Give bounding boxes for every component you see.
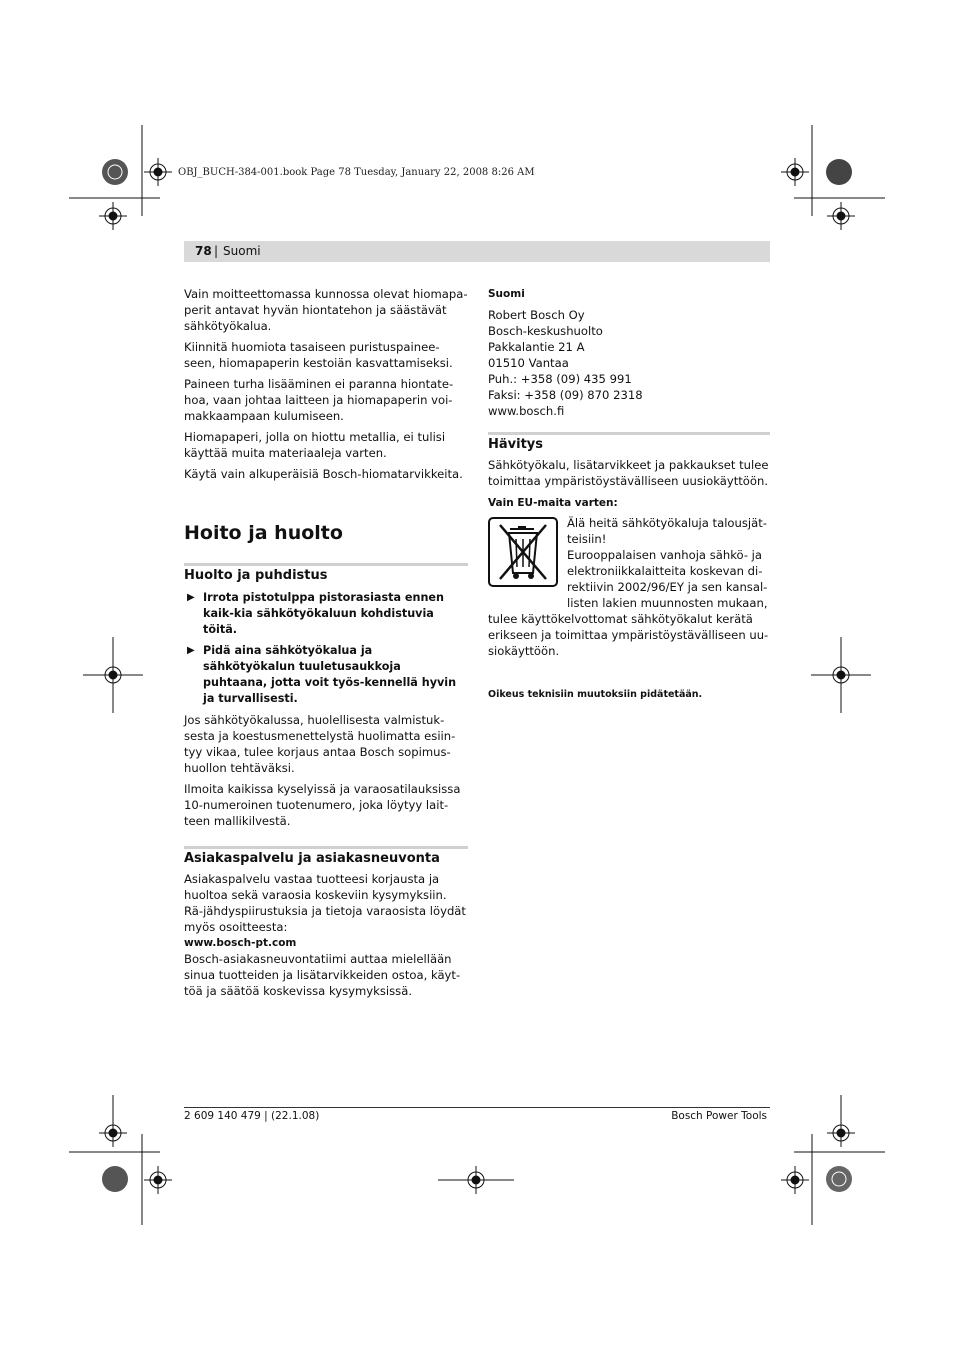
triangle-bullet-icon: ▶ (187, 592, 195, 603)
footer-brand: Bosch Power Tools (671, 1110, 767, 1122)
eu-only-label: Vain EU-maita varten: (488, 497, 618, 509)
address-line: 01510 Vantaa (488, 356, 569, 370)
address-line: Faksi: +358 (09) 870 2318 (488, 388, 643, 402)
subheading-customer-service: Asiakaspalvelu ja asiakasneuvonta (184, 851, 440, 866)
footer-rule (184, 1107, 770, 1108)
weee-continuation: tulee käyttökelvottomat sähkötyökalut kerätä erikseen ja toimittaa ympäristöystävälliseen uu-siokäyttöön. (488, 612, 769, 658)
address-line: Robert Bosch Oy (488, 308, 585, 322)
subheading-maintenance-cleaning: Huolto ja puhdistus (184, 568, 328, 583)
print-slug: OBJ_BUCH-384-001.book Page 78 Tuesday, January 22, 2008 8:26 AM (178, 167, 535, 178)
section-rule (184, 563, 468, 566)
page-number: 78 (195, 244, 212, 258)
header-separator: | (214, 244, 219, 258)
weee-warning: Älä heitä sähkötyökaluja talousjät-teisiin! (567, 516, 767, 546)
right-column (488, 286, 770, 703)
intro-paragraph: Paineen turha lisääminen ei paranna hiontate-hoa, vaan johtaa laitteen ja hiomapaperin voi-makkaampaan kulumiseen. (184, 377, 454, 423)
address-line: Puh.: +358 (09) 435 991 (488, 372, 632, 386)
weee-text (567, 515, 770, 611)
address-line: Bosch-keskushuolto (488, 324, 603, 338)
crossed-bin-icon (488, 517, 558, 587)
subheading-disposal: Hävitys (488, 437, 544, 452)
section-heading-maintenance-service: Hoito ja huolto (184, 522, 343, 544)
disposal-paragraph: Sähkötyökalu, lisätarvikkeet ja pakkaukset tulee toimittaa ympäristöystävälliseen uusiokäyttöön. (488, 458, 769, 488)
section-rule (488, 432, 770, 435)
intro-paragraph: Käytä vain alkuperäisiä Bosch-hiomatarvikkeita. (184, 467, 463, 481)
service-paragraph: Asiakaspalvelu vastaa tuotteesi korjausta ja huoltoa sekä varaosia koskeviin kysymyksiin. Rä-jähdyspiirustuksia ja tietoja varaosista löydät myös osoitteesta: (184, 872, 466, 934)
intro-paragraph: Kiinnitä huomiota tasaiseen puristuspainee-seen, hiomapaperin kestoiän kasvattamiseksi. (184, 340, 453, 370)
address-line: Pakkalantie 21 A (488, 340, 585, 354)
triangle-bullet-icon: ▶ (187, 645, 195, 656)
intro-paragraph: Vain moitteettomassa kunnossa olevat hiomapa-perit antavat hyvän hiontatehon ja säästävät sähkötyökalua. (184, 287, 468, 333)
weee-directive: Eurooppalaisen vanhoja sähkö- ja elektroniikkalaitteita koskevan di-rektiivin 2002/96/EY ja sen kansal-listen lakien muunnosten mukaan, (567, 548, 768, 610)
weee-block (488, 515, 770, 611)
maintenance-paragraph: Jos sähkötyökalussa, huolellisesta valmistuk-sesta ja koestusmenettelystä huolimatta esiin-tyy vikaa, tulee korjaus antaa Bosch sopimus-huollon tehtäväksi. (184, 713, 456, 775)
left-column (184, 286, 468, 999)
maintenance-paragraph: Ilmoita kaikissa kyselyissä ja varaosatilauksissa 10-numeroinen tuotenumero, joka löytyy lait-teen mallikilvestä. (184, 782, 461, 828)
footer-doc-number: 2 609 140 479 | (22.1.08) (184, 1110, 320, 1122)
header-language: Suomi (223, 244, 261, 258)
bullet-item: ▶ Pidä aina sähkötyökalua ja sähkötyökalun tuuletusaukkoja puhtaana, jotta voit työs-kennellä hyvin ja turvallisesti. (187, 644, 457, 705)
section-rule (184, 846, 468, 849)
bullet-item: ▶ Irrota pistotulppa pistorasiasta ennen kaik-kia sähkötyökaluun kohdistuvia töitä. (187, 591, 444, 636)
intro-paragraph: Hiomapaperi, jolla on hiottu metallia, ei tulisi käyttää muita materiaaleja varten. (184, 430, 446, 460)
service-paragraph: Bosch-asiakasneuvontatiimi auttaa mielellään sinua tuotteiden ja lisätarvikkeiden ostoa, käyt-töä ja säätöä koskevissa kysymyksissä. (184, 952, 461, 998)
address-block (488, 307, 770, 419)
rights-reserved-note: Oikeus teknisiin muutoksiin pidätetään. (488, 689, 703, 700)
service-link[interactable]: www.bosch-pt.com (184, 937, 297, 949)
country-label: Suomi (488, 288, 525, 300)
page-header-bar (184, 241, 770, 262)
address-link[interactable]: www.bosch.fi (488, 404, 565, 418)
